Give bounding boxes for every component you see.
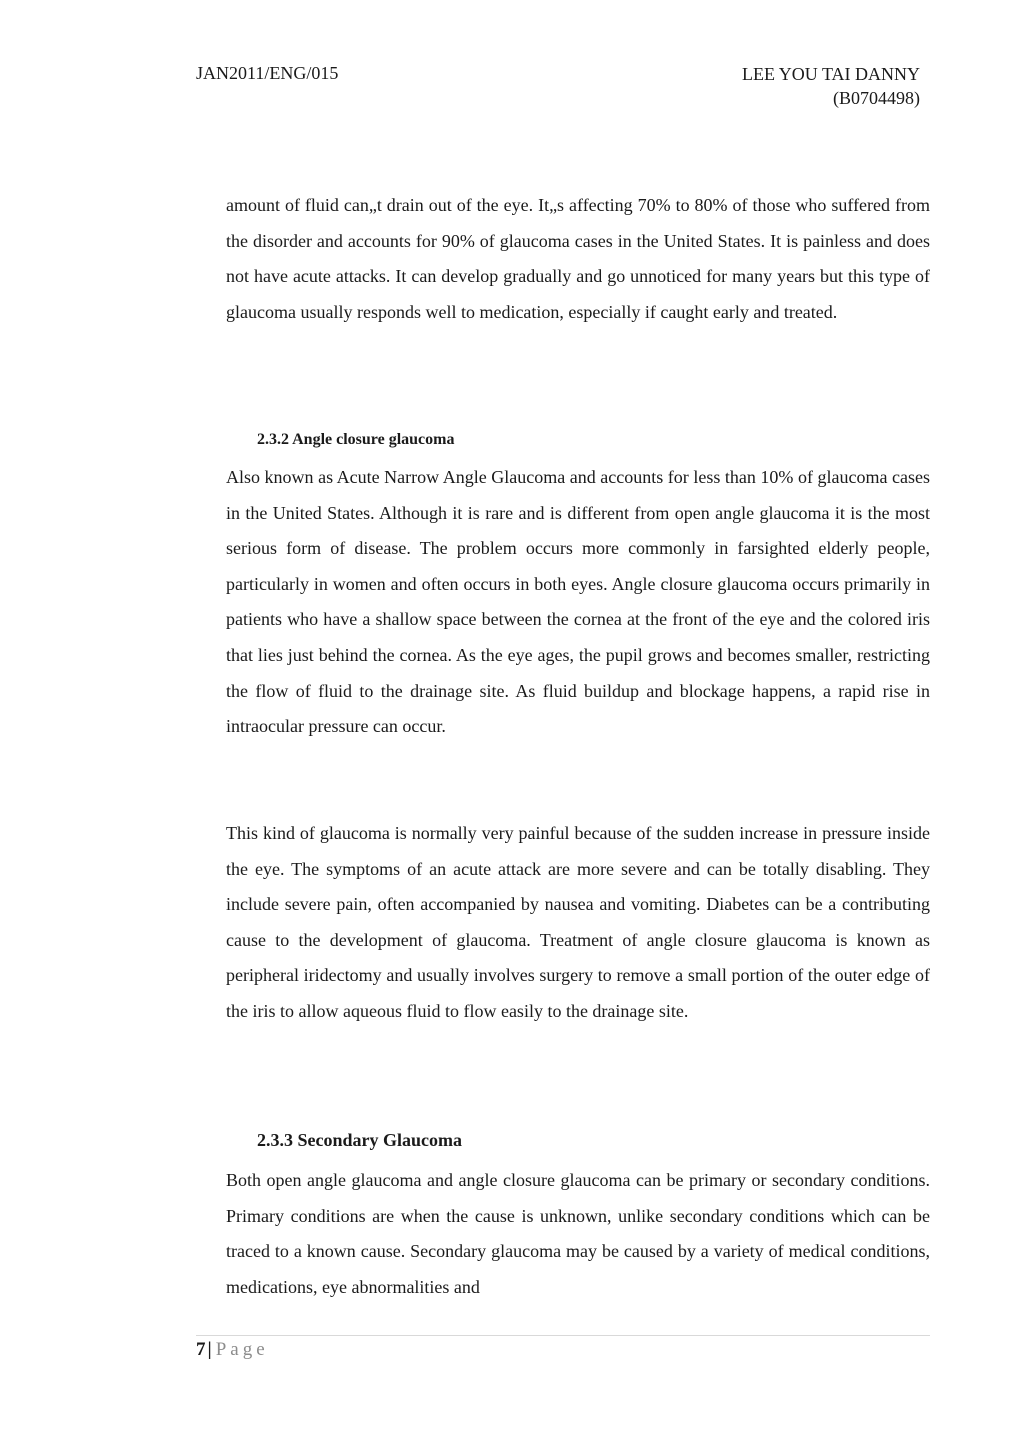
section-heading-2-3-3: 2.3.3 Secondary Glaucoma (257, 1130, 462, 1150)
paragraph-angle-closure-1: Also known as Acute Narrow Angle Glaucoma and accounts for less than 10% of glaucoma cases in the United States. Although it is rare and is different from open angle glaucoma it is the most serious form of disease. The problem occurs more commonly in farsighted elderly people, particularly in women and often occurs in both eyes. Angle closure glaucoma occurs primarily in patients who have a shallow space between the cornea at the front of the eye and the colored iris that lies just behind the cornea. As the eye ages, the pupil grows and becomes smaller, restricting the flow of fluid to the drainage site. As fluid buildup and blockage happens, a rapid rise in intraocular pressure can occur. (226, 467, 930, 737)
paragraph-secondary-glaucoma: Both open angle glaucoma and angle closure glaucoma can be primary or secondary conditions. Primary conditions are when the cause is unknown, unlike secondary conditions which can be traced to a known cause. Secondary glaucoma may be caused by a variety of medical conditions, medications, eye abnormalities and (226, 1170, 930, 1297)
paragraph-angle-closure-2: This kind of glaucoma is normally very painful because of the sudden increase in pressure inside the eye. The symptoms of an acute attack are more severe and can be totally disabling. They include severe pain, often accompanied by nausea and vomiting. Diabetes can be a contributing cause to the development of glaucoma. Treatment of angle closure glaucoma is known as peripheral iridectomy and usually involves surgery to remove a small portion of the outer edge of the iris to allow aqueous fluid to flow easily to the drainage site. (226, 823, 930, 1021)
page-number: 7 (196, 1339, 206, 1360)
section-heading-2-3-2: 2.3.2 Angle closure glaucoma (257, 431, 455, 448)
page-separator: | (207, 1339, 212, 1360)
page-label: Page (215, 1339, 269, 1360)
page-footer (196, 1338, 269, 1362)
header-student-id: (B0704498) (833, 88, 920, 108)
header-author: LEE YOU TAI DANNY (741, 64, 920, 84)
footer-divider (196, 1335, 930, 1336)
header-doc-code: JAN2011/ENG/015 (196, 63, 339, 83)
paragraph-intro: amount of fluid can„t drain out of the eye. It„s affecting 70% to 80% of those who suffered from the disorder and accounts for 90% of glaucoma cases in the United States. It is painless and does not have acute attacks. It can develop gradually and go unnoticed for many years but this type of glaucoma usually responds well to medication, especially if caught early and treated. (226, 195, 930, 322)
header-author-block (742, 62, 920, 110)
